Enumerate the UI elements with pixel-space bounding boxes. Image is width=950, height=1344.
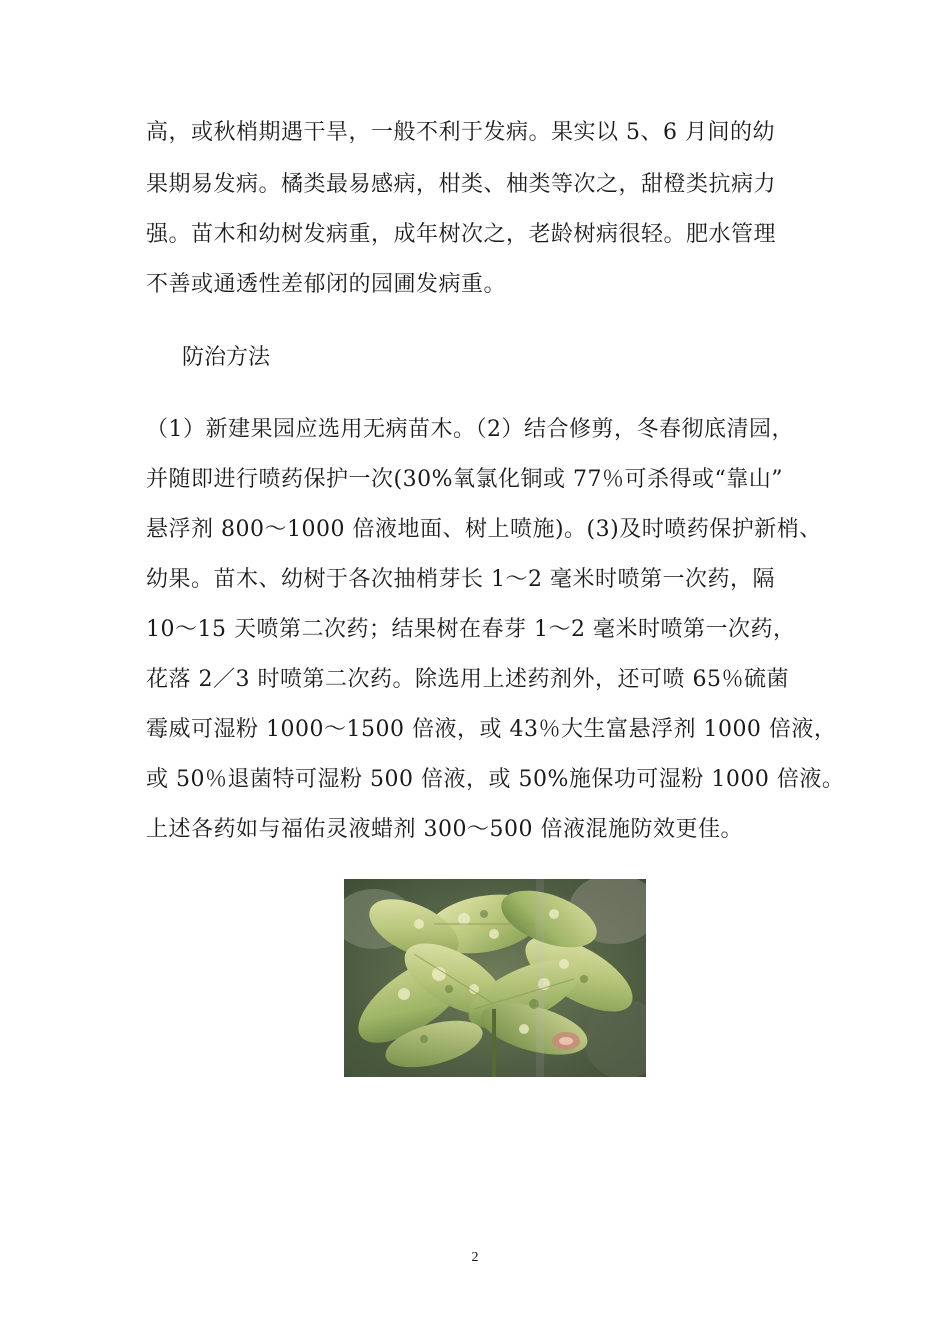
- section-heading: 防治方法: [182, 345, 271, 370]
- paragraph1-line-1: 高，或秋梢期遇干旱，一般不利于发病。果实以 5、6 月间的幼: [146, 120, 775, 145]
- paragraph2-line-2: 并随即进行喷药保护一次(30%氧氯化铜或 77％可杀得或“靠山”: [146, 467, 783, 492]
- paragraph2-line-9: 上述各药如与福佑灵液蜡剂 300～500 倍液混施防效更佳。: [146, 817, 743, 842]
- paragraph1-line-2: 果期易发病。橘类最易感病，柑类、柚类等次之，甜橙类抗病力: [146, 172, 777, 197]
- paragraph1-line-4: 不善或通透性差郁闭的园圃发病重。: [146, 272, 507, 297]
- paragraph1-line-3: 强。苗木和幼树发病重，成年树次之，老龄树病很轻。肥水管理: [146, 222, 777, 247]
- paragraph2-line-4: 幼果。苗木、幼树于各次抽梢芽长 1～2 毫米时喷第一次药，隔: [146, 567, 775, 592]
- paragraph2-line-8: 或 50％退菌特可湿粉 500 倍液，或 50%施保功可湿粉 1000 倍液。: [146, 767, 845, 792]
- paragraph2-line-7: 霉威可湿粉 1000～1500 倍液，或 43％大生富悬浮剂 1000 倍液，: [146, 717, 837, 742]
- paragraph2-line-1: （1）新建果园应选用无病苗木。（2）结合修剪，冬春彻底清园，: [146, 417, 794, 442]
- paragraph2-line-5: 10～15 天喷第二次药；结果树在春芽 1～2 毫米时喷第一次药，: [146, 617, 796, 642]
- citrus-leaf-disease-photo: [344, 879, 646, 1077]
- paragraph2-line-6: 花落 2／3 时喷第二次药。除选用上述药剂外，还可喷 65％硫菌: [146, 667, 789, 692]
- page-number: 2: [471, 1250, 479, 1265]
- paragraph2-line-3: 悬浮剂 800～1000 倍液地面、树上喷施)。(3)及时喷药保护新梢、: [146, 517, 822, 542]
